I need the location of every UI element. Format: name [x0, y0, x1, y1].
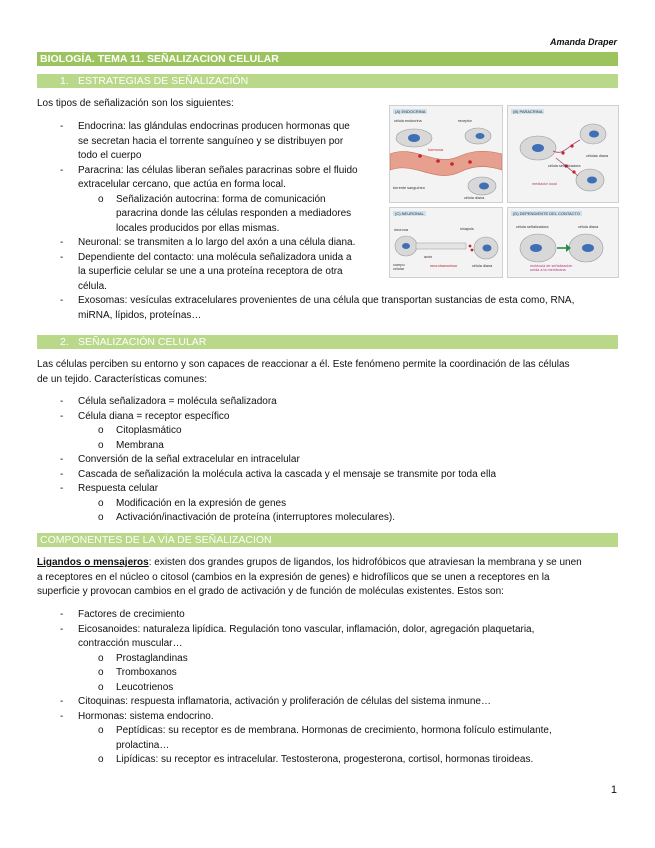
sub-bullet-marker: o	[98, 754, 104, 765]
section-3-item-text: Factores de crecimiento	[78, 609, 185, 620]
section-3-item-text: Hormonas: sistema endocrino.	[78, 710, 214, 722]
section-1-heading	[37, 74, 618, 88]
label-neuron: neurona	[394, 228, 408, 232]
section-1-item-text: Dependiente del contacto: una molécula señalizadora unida a	[78, 251, 352, 263]
section-1-item-text: se secretan hacia el torrente sanguíneo y se distribuyen por	[78, 135, 344, 147]
label-neurotransmitter: neurotransmisor	[430, 264, 458, 268]
section-1-item-text: Neuronal: se transmiten a lo largo del axón a una célula diana.	[78, 237, 356, 248]
panel-d-tag: (D) DEPENDIENTE DEL CONTACTO	[513, 211, 581, 216]
section-3-heading: COMPONENTES DE LA VÍA DE SEÑALIZACION	[37, 533, 618, 547]
label-membrane-bound-molecule: molécula de señalización unida a la membrana	[530, 264, 573, 272]
label-synapse: sinapsis	[460, 227, 474, 231]
section-2-item-text: Célula diana = receptor específico	[78, 410, 230, 422]
section-2-number: 2.	[60, 336, 69, 348]
bullet-marker: -	[60, 396, 64, 407]
author-name: Amanda Draper	[549, 37, 617, 47]
panel-c-tag: (C) NEURONAL	[395, 211, 424, 216]
bullet-marker: -	[60, 237, 64, 248]
page-number: 1	[610, 784, 617, 796]
section-1-item-text: la superficie celular se une a una proteína receptora de otra	[78, 266, 343, 277]
section-1-number: 1.	[60, 75, 69, 87]
section-1-item-text: Exosomas: vesículas extracelulares provenientes de una célula que transportan sustancias de esta como, RNA,	[78, 295, 575, 306]
section-2-item-text: Respuesta celular	[78, 483, 159, 494]
section-2-item-text: Cascada de señalización la molécula activa la cascada y el mensaje se transmite por toda ella	[78, 468, 497, 480]
section-3-item-text: Eicosanoides: naturaleza lipídica. Regulación tono vascular, inflamación, dolor, agregación plaquetaria,	[78, 623, 535, 635]
section-1-item-text: miRNA, lípidos, proteínas…	[78, 309, 202, 321]
sub-bullet-marker: o	[98, 425, 104, 436]
figure-panel-neuronal	[389, 207, 503, 278]
bullet-marker: -	[60, 468, 64, 480]
bullet-marker: -	[60, 623, 64, 635]
bullet-marker: -	[60, 483, 64, 494]
section-1-item-text: Paracrina: las células liberan señales paracrinas sobre el fluido	[78, 164, 358, 176]
ligands-term: Ligandos o mensajeros	[37, 557, 149, 568]
section-1-item-text: Señalización autocrina: forma de comunicación	[116, 193, 326, 205]
document-title: BIOLOGÍA. TEMA 11. SEÑALIZACION CELULAR	[37, 52, 618, 66]
section-3-item-text: Citoquinas: respuesta inflamatoria, activación y proliferación de células del sistema inmune…	[78, 696, 491, 707]
section-2-item-text: Conversión de la señal extracelular en intracelular	[78, 454, 300, 465]
bullet-marker: -	[60, 251, 64, 263]
bullet-marker: -	[60, 609, 64, 620]
section-2-intro-line-1: Las células perciben su entorno y son capaces de reaccionar a él. Este fenómeno permite la coordinación de las células	[37, 359, 570, 370]
section-1-title: ESTRATEGIAS DE SEÑALIZACIÓN	[78, 75, 249, 87]
section-1-item-text: paracrina donde las células responden a mediadores	[116, 208, 352, 219]
label-bloodstream: torrente sanguíneo	[393, 186, 425, 190]
label-target-cell-d: célula diana	[578, 225, 599, 229]
sub-bullet-marker: o	[98, 439, 104, 451]
label-hormone: hormona	[428, 148, 443, 152]
section-3-item-text: Leucotrienos	[116, 681, 174, 693]
section-3-intro-line-1	[37, 556, 607, 571]
section-2-item-text: Célula señalizadora = molécula señalizadora	[78, 396, 277, 407]
sub-bullet-marker: o	[98, 193, 104, 205]
sub-bullet-marker: o	[98, 667, 104, 678]
section-1-item-text: todo el cuerpo	[78, 150, 142, 161]
label-signaling-cell-b: célula señalizadora	[548, 164, 581, 168]
panel-a-tag: (A) ENDOCRINA	[395, 109, 426, 114]
sub-bullet-marker: o	[98, 725, 104, 736]
bullet-marker: -	[60, 295, 64, 306]
panel-b-tag: (B) PARACRINA	[513, 109, 543, 114]
section-2-item-text: Citoplasmático	[116, 425, 182, 436]
section-3-item-text: contracción muscular…	[78, 638, 183, 649]
section-2-item-text: Modificación en la expresión de genes	[116, 497, 287, 509]
section-2-item-text: Membrana	[116, 439, 164, 451]
label-endocrine-cell: célula endocrina	[394, 119, 422, 123]
bullet-marker: -	[60, 710, 64, 722]
label-target-cell-c: célula diana	[472, 264, 493, 268]
section-2-item-text: Activación/inactivación de proteína (interruptores moleculares).	[116, 512, 396, 523]
section-1-item-text: locales producidos por ellas mismas.	[116, 222, 280, 234]
label-signaling-cell-d: célula señalizadora	[516, 225, 549, 229]
section-1-item-text: célula.	[78, 280, 107, 292]
section-3-item-text: Tromboxanos	[116, 667, 177, 678]
bullet-marker: -	[60, 121, 64, 132]
section-3-item-text: Peptídicas: su receptor es de membrana. Hormonas de crecimiento, hormona folículo estimulante,	[116, 725, 552, 736]
label-cell-body: cuerpo celular	[393, 263, 405, 271]
section-1-item-text: Endocrina: las glándulas endocrinas producen hormonas que	[78, 121, 350, 132]
label-receptor: receptor	[458, 119, 472, 123]
section-2-heading	[37, 335, 618, 349]
figure-panel-contact	[507, 207, 619, 278]
label-axon: axón	[424, 255, 433, 259]
section-3-intro-line-2: a receptores en el núcleo o citosol (cambios en la expresión de genes) e hidrofílicos que se unen a receptores en la	[37, 571, 550, 583]
section-3-intro-rest: : existen dos grandes grupos de ligandos, los hidrofóbicos que atraviesan la membrana y se unen	[148, 557, 582, 568]
section-3-item-text: prolactina…	[116, 739, 170, 751]
label-target-cell-a: célula diana	[464, 196, 485, 200]
section-3-item-text: Lipídicas: su receptor es intracelular. Testosterona, progesterona, cortisol, hormonas tiroideas.	[116, 754, 534, 765]
section-3-intro-line-3: superficie y provocan cambios en el grado de activación y de función de moléculas existentes. Estos son:	[37, 586, 504, 597]
section-2-title: SEÑALIZACIÓN CELULAR	[78, 336, 207, 348]
label-local-mediator: mediador local	[532, 182, 557, 186]
sub-bullet-marker: o	[98, 681, 104, 693]
label-target-cells-b: células diana	[586, 154, 609, 158]
bullet-marker: -	[60, 410, 64, 422]
signaling-figure	[389, 105, 617, 276]
bullet-marker: -	[60, 454, 64, 465]
sub-bullet-marker: o	[98, 652, 104, 664]
sub-bullet-marker: o	[98, 497, 104, 509]
sub-bullet-marker: o	[98, 512, 104, 523]
figure-panel-paracrine	[507, 105, 619, 203]
figure-panel-endocrine	[389, 105, 503, 203]
section-1-intro: Los tipos de señalización son los siguientes:	[37, 98, 234, 109]
bullet-marker: -	[60, 164, 64, 176]
bullet-marker: -	[60, 696, 64, 707]
section-2-intro-line-2: de un tejido. Características comunes:	[37, 373, 208, 385]
section-3-item-text: Prostaglandinas	[116, 652, 188, 664]
section-1-item-text: extracelular cercano, que actúa en forma local.	[78, 179, 286, 190]
